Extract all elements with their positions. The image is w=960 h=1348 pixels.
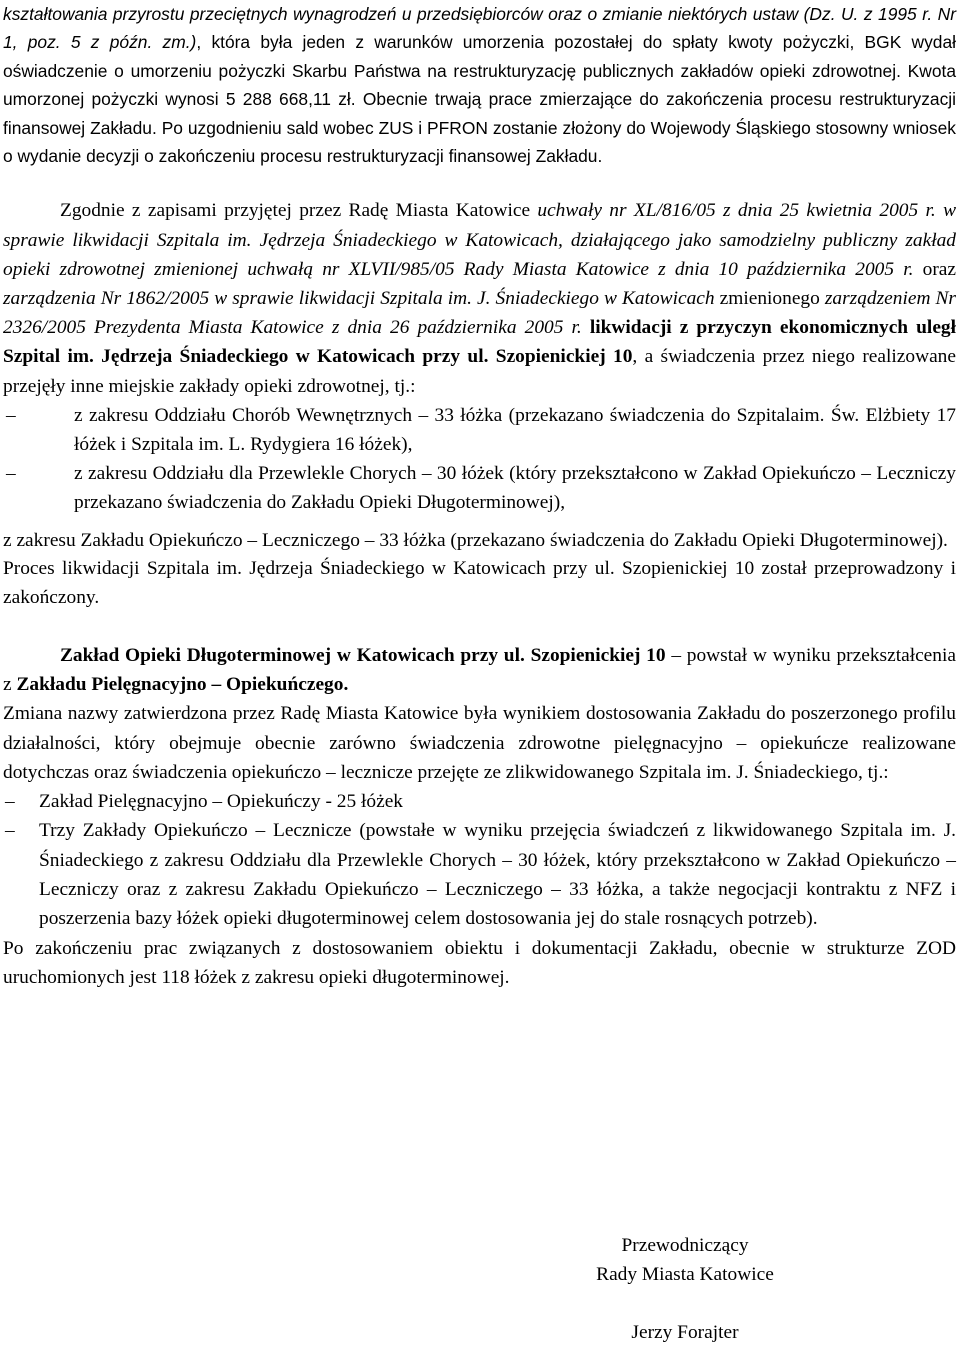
list-item: – Trzy Zakłady Opiekuńczo – Lecznicze (powstałe w wyniku przejęcia świadczeń z likwidowanego Szpitala im. J. Śniadeckiego z zakresu Oddziału dla Przewlekle Chorych – 30 łóżek, który przekształcono w Zakład Opiekuńczo – Leczniczy oraz z zakresu Zakładu Opiekuńczo – Leczniczego – 33 łóżka, a także negocjacji kontraktu z NFZ i poszerzenia bazy łóżek opieki długoterminowej celem dostosowania jej do stale rosnących potrzeb).: [3, 816, 956, 933]
signature-title: Przewodniczący: [621, 1235, 749, 1256]
transferred-wards-list: [3, 401, 956, 517]
liquidation-statement: likwidacji z przyczyn ekonomicznych uległ Szpital im. Jędrzeja Śniadeckiego w Katowicach przy ul. Szopienickiej 10: [3, 317, 957, 368]
list-item: – z zakresu Oddziału Chorób Wewnętrznych – 33 łóżka (przekazano świadczenia do Szpitalaim. Św. Elżbiety 17 łóżek i Szpitala im. L. Rydygiera 16 łóżek),: [3, 401, 956, 459]
paragraph-summary: Po zakończeniu prac związanych z dostosowaniem obiektu i dokumentacji Zakładu, obecnie w strukturze ZOD uruchomionych jest 118 łóżek z zakresu opieki długoterminowej.: [3, 937, 956, 988]
zod-name: Zakład Opieki Długoterminowej w Katowicach przy ul. Szopienickiej 10: [60, 644, 666, 666]
paragraph-liquidation: Zgodnie z zapisami przyjętej przez Radę Miasta Katowice uchwały nr XL/816/05 z dnia 25 kwietnia 2005 r. w sprawie likwidacji Szpitala im. Jędrzeja Śniadeckiego w Katowicach, działającego jako samodzielny publiczny zakład opieki zdrowotnej zmienionej uchwałą nr XLVII/985/05 Rady Miasta Katowice z dnia 10 października 2005 r. oraz zarządzenia Nr 1862/2005 w sprawie likwidacji Szpitala im. J. Śniadeckiego w Katowicach zmienionego zarządzeniem Nr 2326/2005 Prezydenta Miasta Katowice z dnia 26 października 2005 r. likwidacji z przyczyn ekonomicznych uległ Szpital im. Jędrzeja Śniadeckiego w Katowicach przy ul. Szopienickiej 10, a świadczenia przez niego realizowane przejęły inne miejskie zakłady opieki zdrowotnej, tj.:: [3, 200, 957, 397]
paragraph-name-change: Zmiana nazwy zatwierdzona przez Radę Miasta Katowice była wynikiem dostosowania Zakładu do poszerzonego profilu działalności, który obejmuje obecnie zarówno świadczenia zdrowotne pielęgnacyjno – opiekuńcze realizowane dotychczas oraz świadczenia opiekuńczo – lecznicze przejęte ze zlikwidowanego Szpitala im. J. Śniadeckiego, tj.:: [3, 703, 956, 783]
amending-order-reference: zarządzeniem Nr 2326/2005 Prezydenta Miasta Katowice z dnia 26 października 2005 r.: [3, 288, 956, 339]
zod-units-list: [3, 787, 956, 933]
resolution-reference: uchwały nr XL/816/05 z dnia 25 kwietnia 2005 r. w sprawie likwidacji Szpitala im. Jędrzeja Śniadeckiego w Katowicach, działającego jako samodzielny publiczny zakład opieki zdrowotnej zmienionej uchwałą nr XLVII/985/05 Rady Miasta Katowice z dnia 10 października 2005 r.: [3, 200, 957, 280]
paragraph-zod: Zakład Opieki Długoterminowej w Katowicach przy ul. Szopienickiej 10 – powstał w wyniku przekształcenia z Zakładu Pielęgnacyjno – Opiekuńczego.: [3, 644, 956, 695]
signature-name: Jerzy Forajter: [631, 1322, 739, 1344]
list-item: – z zakresu Oddziału dla Przewlekle Chorych – 30 łóżek (który przekształcono w Zakład Opiekuńczo – Leczniczy przekazano świadczenia do Zakładu Opieki Długoterminowej),: [3, 459, 956, 517]
paragraph-restructuring: [3, 0, 956, 170]
signature-block: [560, 1232, 810, 1348]
former-unit-name: Zakładu Pielęgnacyjno – Opiekuńczego.: [16, 673, 349, 695]
list-item: – Zakład Pielęgnacyjno – Opiekuńczy - 25 łóżek: [3, 787, 956, 816]
order-reference: zarządzenia Nr 1862/2005 w sprawie likwidacji Szpitala im. J. Śniadeckiego w Katowicach: [3, 288, 715, 310]
restructuring-text: , która była jeden z warunków umorzenia pozostałej do spłaty kwoty pożyczki, BGK wydał oświadczenie o umorzeniu pożyczki Skarbu Państwa na restrukturyzację publicznych zakładów opieki zdrowotnej. Kwota umorzonej pożyczki wynosi 5 288 668,11 zł. Obecnie trwają prace zmierzające do zakończenia procesu restrukturyzacji finansowej Zakładu. Po uzgodnieniu sald wobec ZUS i PFRON zostanie złożony do Wojewody Śląskiego stosowny wniosek o wydanie decyzji o zakończeniu procesu restrukturyzacji finansowej Zakładu.: [3, 32, 957, 167]
law-reference: kształtowania przyrostu przeciętnych wynagrodzeń u przedsiębiorców oraz o zmianie niektórych ustaw (Dz. U. z 1995 r. Nr 1, poz. 5 z późn. zm.): [3, 4, 956, 53]
paragraph-process-complete: Proces likwidacji Szpitala im. Jędrzeja Śniadeckiego w Katowicach przy ul. Szopienickiej 10 został przeprowadzony i zakończony.: [3, 558, 956, 609]
paragraph-care-unit: z zakresu Zakładu Opiekuńczo – Leczniczego – 33 łóżka (przekazano świadczenia do Zakładu Opieki Długoterminowej).: [3, 529, 948, 551]
signature-council: Rady Miasta Katowice: [596, 1263, 774, 1285]
